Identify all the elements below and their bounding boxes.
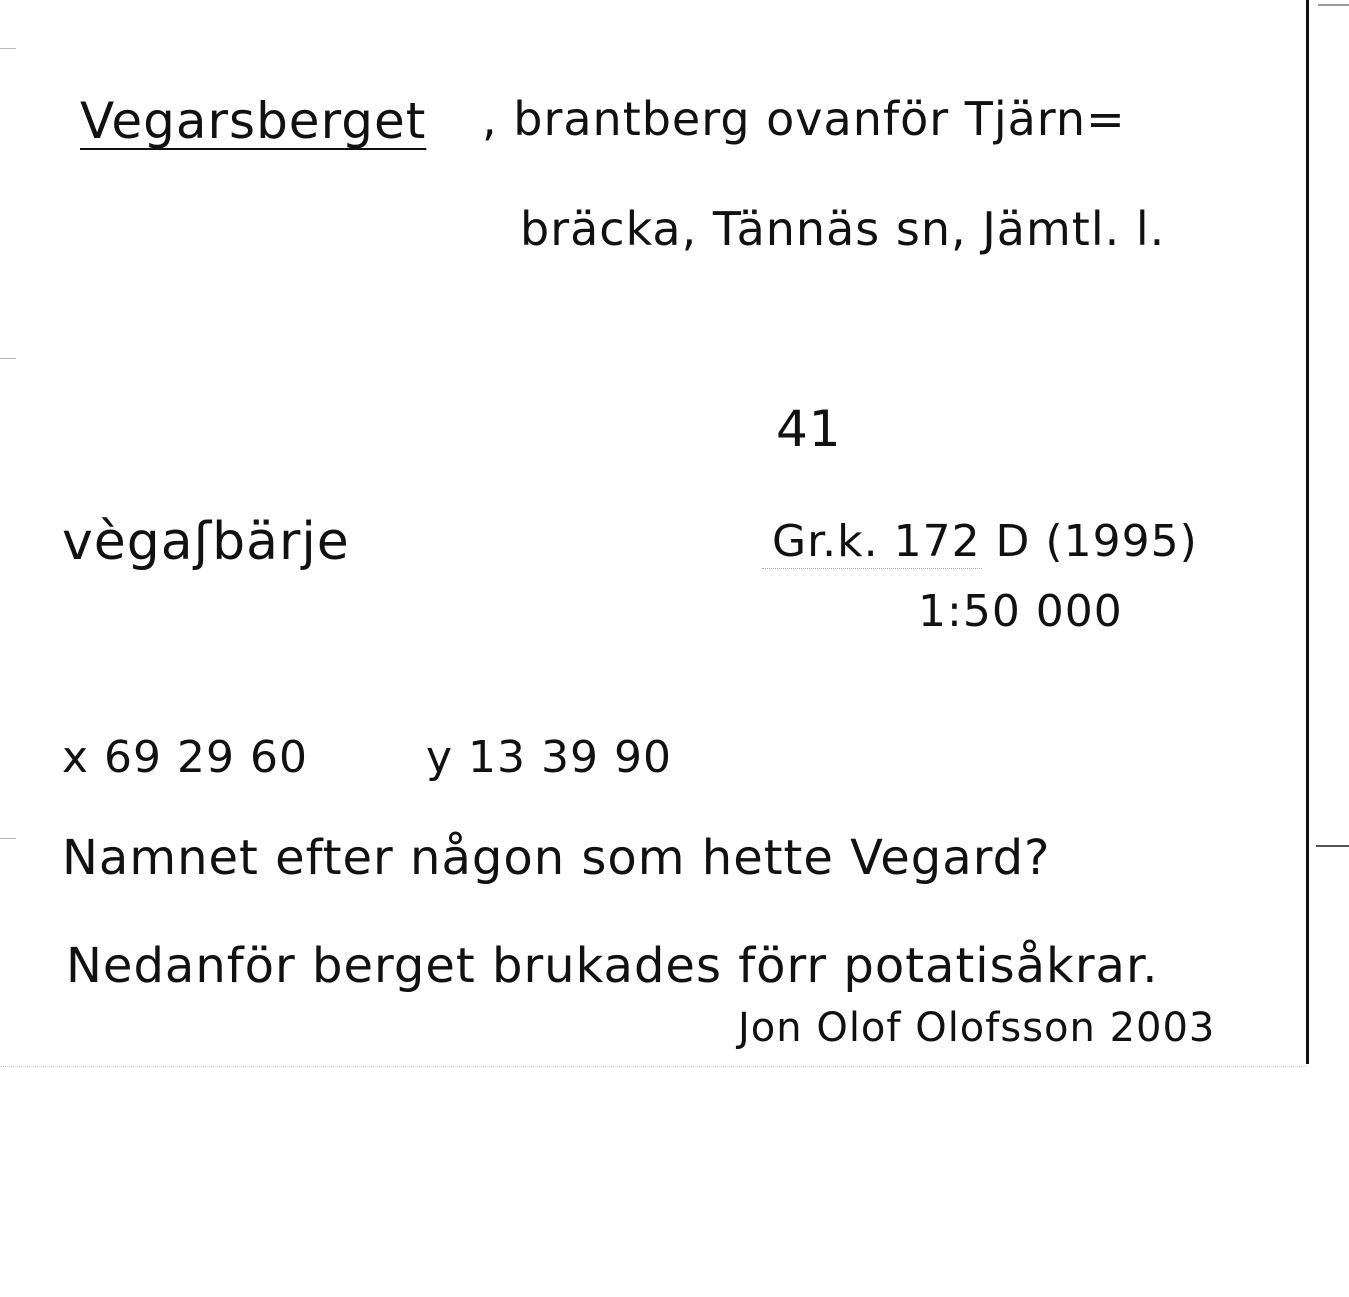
map-reference-divider xyxy=(762,568,982,570)
scan-edge-mark xyxy=(1318,4,1349,6)
card-number: 41 xyxy=(776,400,842,458)
note-line-2: Nedanför berget brukades förr potatisåkrar. xyxy=(66,938,1159,994)
coordinate-x: x 69 29 60 xyxy=(62,732,308,783)
scan-edge-mark xyxy=(0,48,16,49)
card-bottom-edge xyxy=(0,1066,1306,1068)
card-right-edge xyxy=(1306,0,1309,1064)
headword: Vegarsberget xyxy=(80,92,427,150)
scan-edge-mark xyxy=(0,358,16,359)
coordinate-y: y 13 39 90 xyxy=(426,732,672,783)
scan-edge-mark xyxy=(0,838,16,839)
signature: Jon Olof Olofsson 2003 xyxy=(738,1005,1216,1051)
map-reference: Gr.k. 172 D (1995) xyxy=(772,516,1198,567)
map-scale: 1:50 000 xyxy=(918,586,1123,637)
scan-edge-mark xyxy=(1316,845,1349,847)
note-line-1: Namnet efter någon som hette Vegard? xyxy=(62,830,1051,886)
headword-description: , brantberg ovanför Tjärn= xyxy=(482,92,1126,146)
pronunciation: vègaʃbärje xyxy=(62,512,350,572)
headword-location: bräcka, Tännäs sn, Jämtl. l. xyxy=(520,202,1166,256)
